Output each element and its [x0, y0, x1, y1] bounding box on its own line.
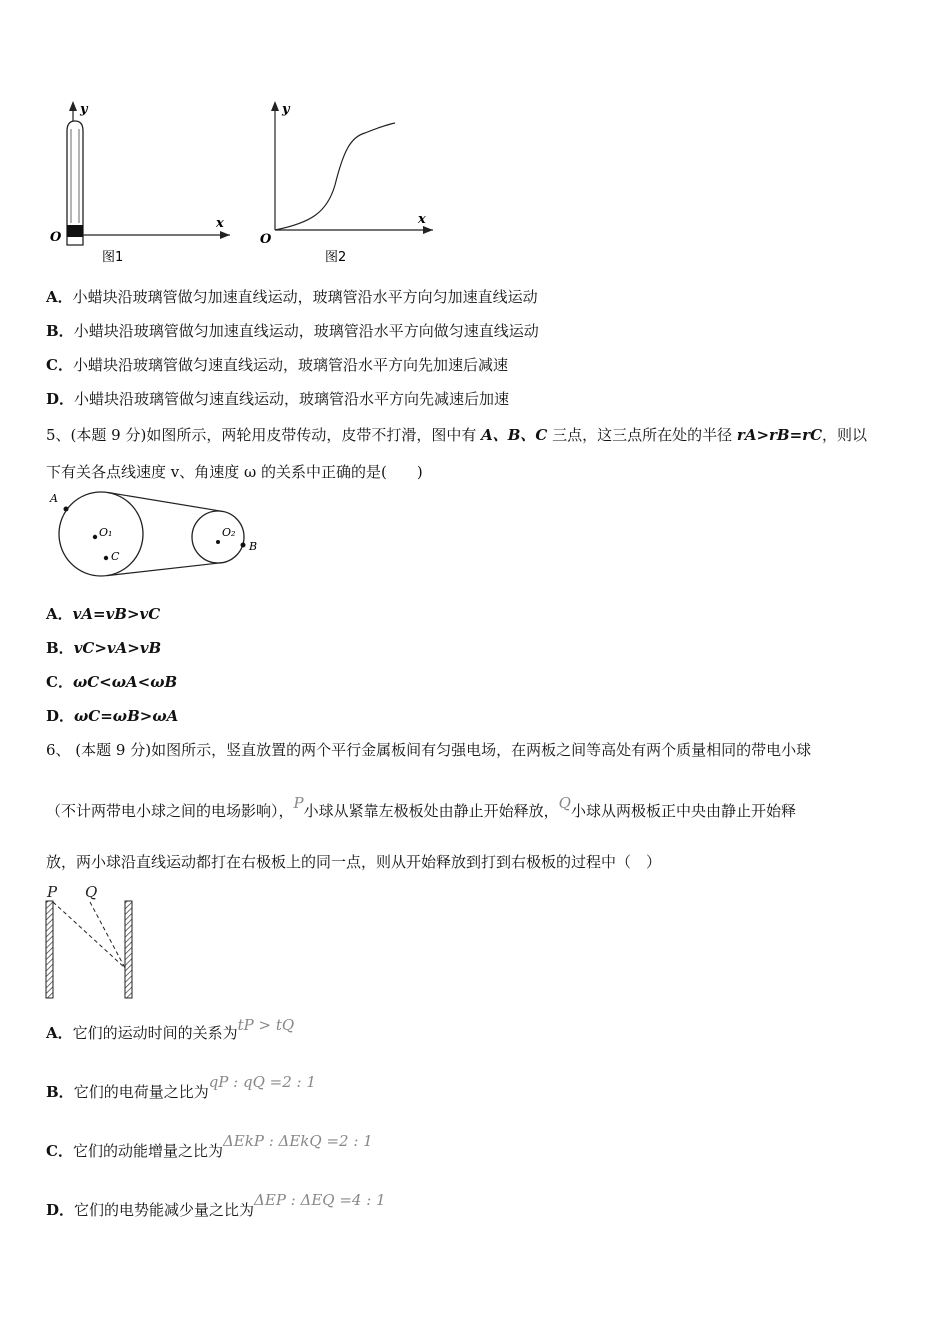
q4-option-c: C．小蜡块沿玻璃管做匀速直线运动，玻璃管沿水平方向先加速后减速 — [46, 356, 508, 374]
q5-stem-line2: 下有关各点线速度 v、角速度 ω 的关系中正确的是( ) — [46, 463, 423, 481]
q5-option-c: C．ωC<ωA<ωB — [46, 673, 178, 691]
point-b — [241, 543, 246, 548]
q6-option-b: B．它们的电荷量之比为qP : qQ =2 : 1 — [46, 1073, 316, 1101]
q6-option-c: C．它们的动能增量之比为ΔEkP : ΔEkQ =2 : 1 — [46, 1132, 373, 1160]
p-path — [53, 902, 125, 968]
fig1-origin: O — [50, 230, 62, 245]
q6-option-d: D．它们的电势能减少量之比为ΔEP : ΔEQ =4 : 1 — [46, 1191, 386, 1219]
point-a — [64, 507, 69, 512]
q5-option-d: D．ωC=ωB>ωA — [46, 707, 179, 725]
label-a: A — [50, 492, 58, 505]
q5-option-b: B．vC>vA>vB — [46, 639, 162, 657]
q6-stem-line1: 6、 (本题 9 分)如图所示，竖直放置的两个平行金属板间有匀强电场，在两板之间等高处有两个质量相同的带电小球 — [46, 741, 812, 759]
label-b: B — [249, 540, 258, 553]
fig2-x-label: x — [418, 212, 426, 227]
q4-option-b: B．小蜡块沿玻璃管做匀加速直线运动，玻璃管沿水平方向做匀速直线运动 — [46, 322, 539, 340]
center-o1 — [93, 535, 97, 539]
q6-option-a: A．它们的运动时间的关系为tP > tQ — [46, 1016, 295, 1042]
fig2-origin: O — [260, 232, 272, 247]
label-o1: O₁ — [99, 526, 113, 539]
belt-top — [108, 493, 222, 512]
q4-option-d: D．小蜡块沿玻璃管做匀速直线运动，玻璃管沿水平方向先减速后加速 — [46, 390, 510, 408]
fig2-caption: 图2 — [325, 250, 347, 265]
q4-option-a: A．小蜡块沿玻璃管做匀加速直线运动，玻璃管沿水平方向匀加速直线运动 — [46, 288, 538, 306]
wax-block — [67, 225, 83, 237]
right-plate — [125, 901, 132, 998]
q5-belt-figure — [46, 490, 276, 582]
fig1-caption: 图1 — [102, 250, 124, 265]
label-o2: O₂ — [222, 526, 236, 539]
label-c: C — [111, 550, 120, 563]
q-path — [90, 902, 125, 968]
figure-2 — [255, 95, 445, 270]
center-o2 — [216, 540, 220, 544]
q6-plates-figure — [44, 882, 144, 1002]
label-q: Q — [85, 883, 98, 901]
left-plate — [46, 901, 53, 998]
q5-stem-line1: 5、(本题 9 分)如图所示，两轮用皮带传动，皮带不打滑，图中有 A、B、C 三点，这三点所在处的半径 rA>rB=rC，则以 — [46, 426, 868, 444]
q6-stem-line2: （不计两带电小球之间的电场影响），P小球从紧靠左极板处由静止开始释放，Q小球从两极板正中央由静止开始释 — [46, 794, 796, 820]
label-p: P — [47, 883, 58, 901]
q6-stem-line3: 放，两小球沿直线运动都打在右极板上的同一点，则从开始释放到打到右极板的过程中（ ） — [46, 853, 662, 871]
fig1-x-label: x — [216, 216, 224, 231]
trajectory-curve — [275, 123, 395, 230]
q5-option-a: A．vA=vB>vC — [46, 605, 161, 623]
figure-1 — [40, 95, 240, 270]
fig2-y-label: y — [282, 102, 290, 117]
point-c — [104, 556, 108, 560]
small-wheel — [192, 511, 244, 563]
fig1-y-label: y — [80, 102, 88, 117]
